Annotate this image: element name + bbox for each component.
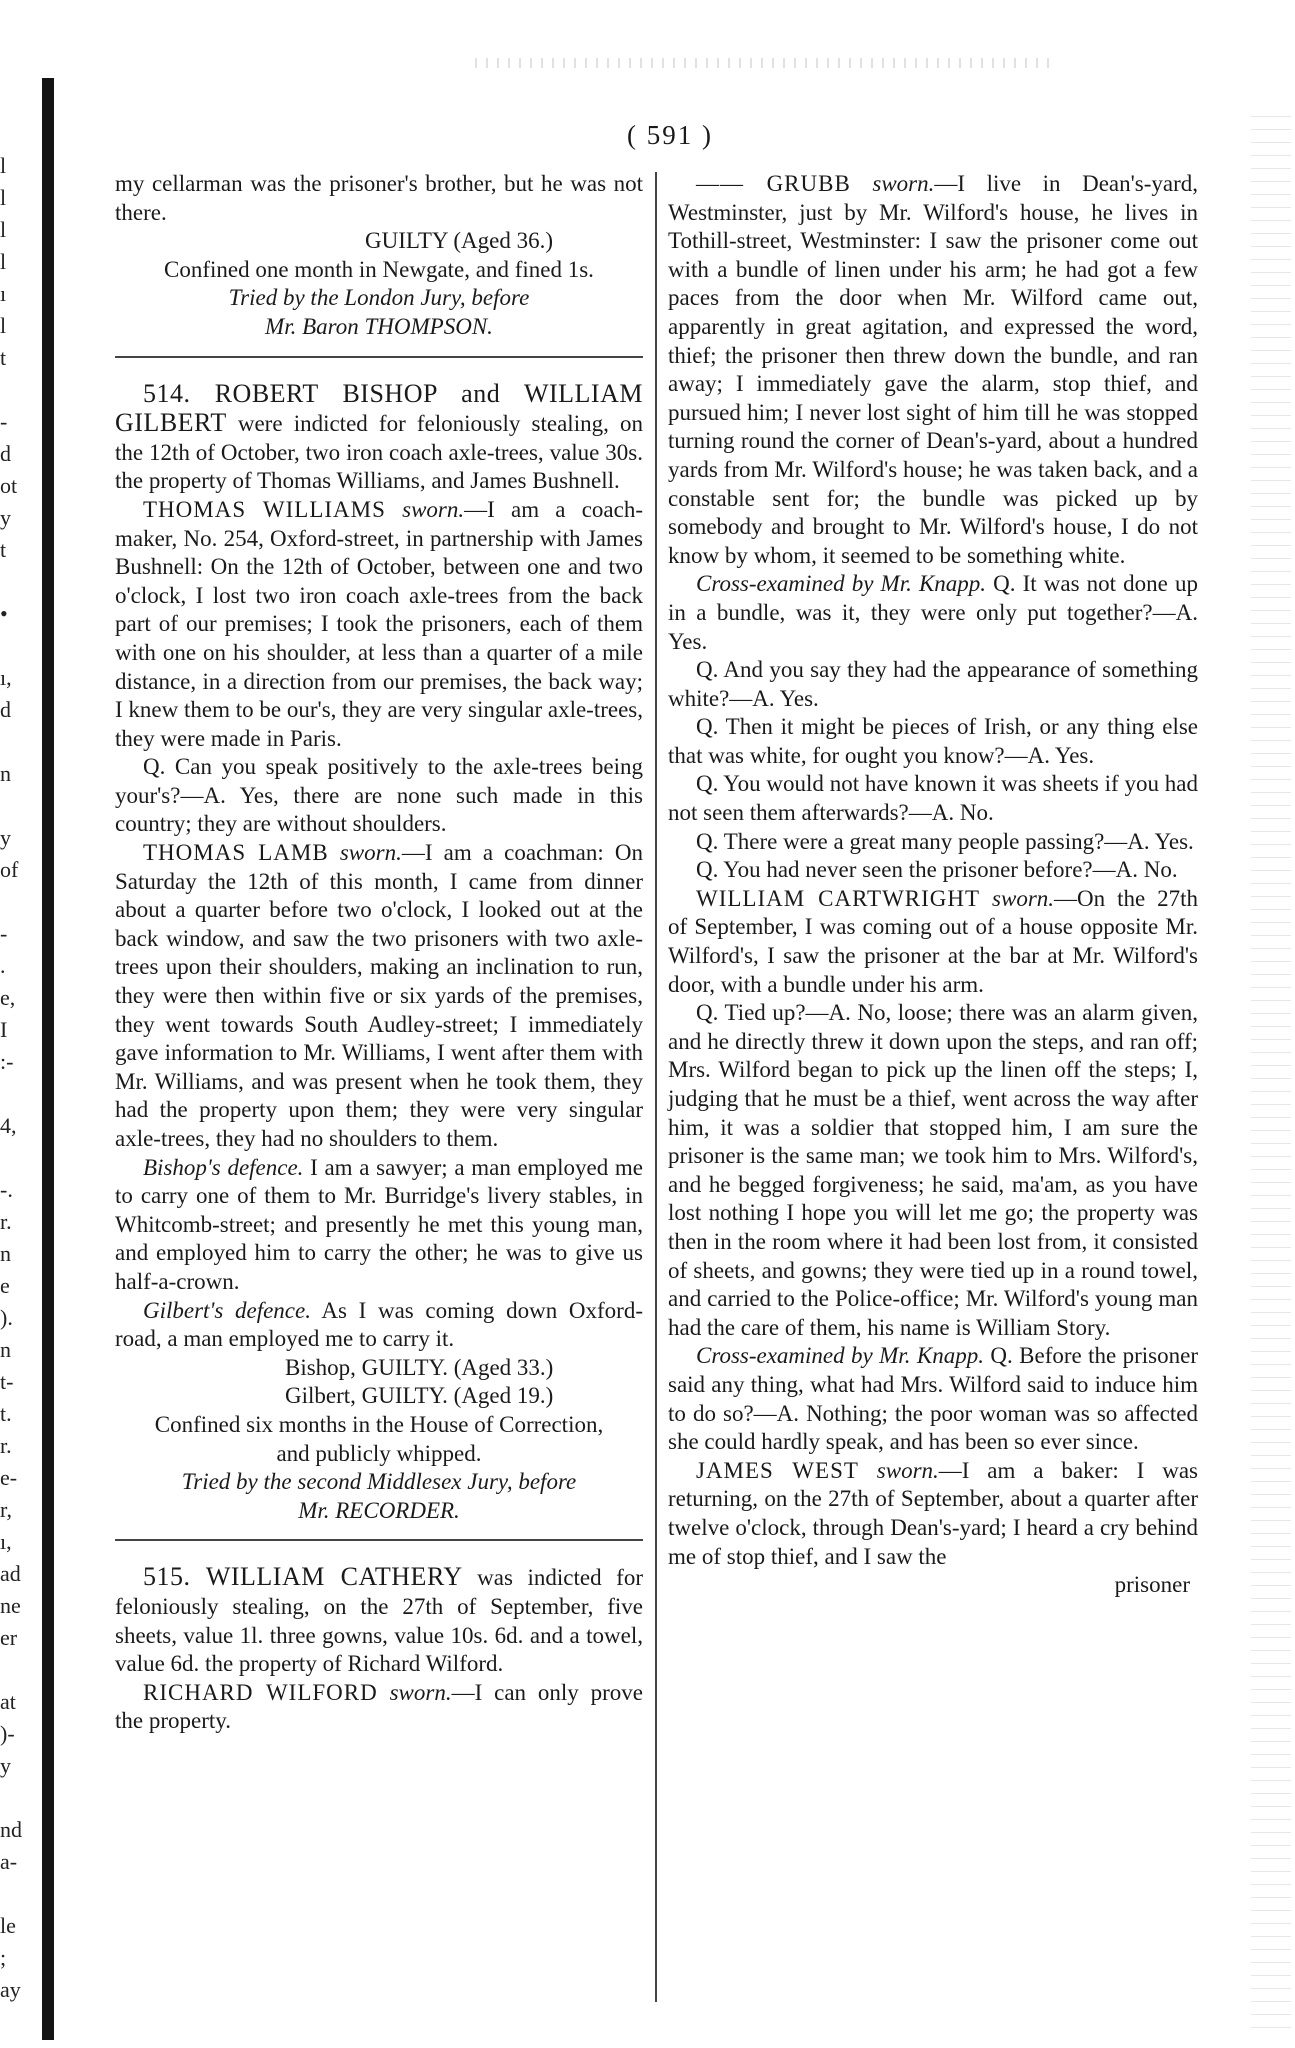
bleed-fragment: )- xyxy=(0,1721,15,1746)
trial-jury-line: Tried by the second Middlesex Jury, before xyxy=(181,1469,577,1495)
cross-label: Cross-examined by Mr. Knapp. xyxy=(696,1343,984,1369)
testimony-text: —I can only prove the property. xyxy=(115,1679,643,1734)
witness-name: WILLIAM CARTWRIGHT xyxy=(696,885,981,911)
testimony-text: —I am a coachman: On Saturday the 12th of this month, I came from dinner about a quarter before two o'clock, I looked out at the back window, and saw the two prisoners with two axle-trees upon their shoulders, making an inclination to run, they were then within five or six yards of the premises, they went towards South Audley-street; I immediately gave information to Mr. Williams, I went after them with Mr. Williams, and was present when he took them, they had the property upon them; they were very singular axle-trees, they had no shoulders to them. xyxy=(115,840,643,1151)
bleed-fragment xyxy=(0,1078,22,1110)
bleed-fragment: r. xyxy=(0,1433,12,1458)
bleed-fragment: y xyxy=(0,505,11,530)
bleed-fragment: l xyxy=(0,185,7,210)
verdict-line: Gilbert, GUILTY. (Aged 19.) xyxy=(285,1383,554,1409)
testimony-grubb xyxy=(668,170,1198,570)
cross-text: Q. Before the prisoner said any thing, what had Mrs. Wilford said to induce him to do so?—A. Nothing; the poor woman was so affected she could hardly speak, and has been so ever since. xyxy=(668,1343,1199,1455)
testimony-west xyxy=(668,1457,1198,1571)
bleed-fragment: l xyxy=(0,217,7,242)
testimony-cartwright xyxy=(668,885,1198,999)
defence-text: As I was coming down Oxford-road, a man employed me to carry it. xyxy=(115,1297,643,1352)
defence-bishop xyxy=(115,1154,643,1297)
bleed-fragment: e- xyxy=(0,1465,18,1490)
bleed-fragment: e xyxy=(0,1273,10,1298)
bleed-fragment xyxy=(0,630,22,662)
witness-name: RICHARD WILFORD xyxy=(143,1679,378,1705)
bleed-fragment: ot xyxy=(0,473,18,498)
bleed-fragment: r. xyxy=(0,1209,12,1234)
page-number: ( 591 ) xyxy=(627,120,713,150)
catchword: prisoner xyxy=(1114,1572,1190,1598)
sworn-label: sworn. xyxy=(876,1457,939,1483)
bleed-fragment xyxy=(0,374,22,406)
section-rule xyxy=(115,1539,643,1541)
trial-judge-line: Mr. RECORDER. xyxy=(298,1497,460,1523)
bleed-fragment xyxy=(0,1878,22,1910)
testimony-lamb xyxy=(115,839,643,1154)
verdict-line: GUILTY (Aged 36.) xyxy=(365,228,554,254)
left-column xyxy=(115,170,643,1736)
bleed-fragment: a- xyxy=(0,1849,18,1874)
bleed-fragment: n xyxy=(0,1337,11,1362)
testimony-williams xyxy=(115,496,643,753)
testimony-wilford xyxy=(115,1679,643,1736)
question-answer: Q. And you say they had the appearance of something white?—A. Yes. xyxy=(668,657,1198,711)
case-515-indictment: was indicted for feloniously stealing, on the 27th of September, five sheets, value 1l. three gowns, value 10s. 6d. and a towel, value 6d. the property of Richard Wilford. xyxy=(115,1565,643,1677)
bleed-fragment: :- xyxy=(0,1049,14,1074)
bleed-fragment xyxy=(0,1782,22,1814)
bleed-fragment: . xyxy=(0,953,6,978)
sworn-label: sworn. xyxy=(389,1679,452,1705)
witness-name: THOMAS WILLIAMS xyxy=(143,496,386,522)
sworn-label: sworn. xyxy=(992,885,1055,911)
bleed-fragment: y xyxy=(0,825,11,850)
bleed-fragment: ; xyxy=(0,1945,7,1970)
bleed-fragment: ad xyxy=(0,1561,21,1586)
testimony-text: —On the 27th of September, I was coming out of a house opposite Mr. Wilford's, I saw the prisoner at the bar at Mr. Wilford's door, with a bundle under his arm. xyxy=(668,885,1199,997)
question-answer: Q. Can you speak positively to the axle-trees being your's?—A. Yes, there are none such made in this country; they are without shoulders. xyxy=(115,754,643,837)
bleed-fragment: d xyxy=(0,697,11,722)
page-top-scan-noise xyxy=(470,58,1050,68)
bleed-fragment: l xyxy=(0,249,7,274)
bleed-fragment: ı, xyxy=(0,665,12,690)
bleed-fragment: t. xyxy=(0,1401,12,1426)
sworn-label: sworn. xyxy=(339,840,402,866)
question-answer: Q. You would not have known it was sheets if you had not seen them afterwards?—A. No. xyxy=(668,771,1198,826)
question-answer: Q. You had never seen the prisoner before?—A. No. xyxy=(696,857,1178,883)
trial-jury-line: Tried by the London Jury, before xyxy=(228,285,530,311)
defence-gilbert xyxy=(115,1297,643,1354)
bleed-fragment: l xyxy=(0,313,7,338)
bleed-fragment: 4, xyxy=(0,1113,17,1138)
sworn-label: sworn. xyxy=(402,496,465,522)
cross-text: Q. It was not done up in a bundle, was it, they were only put together?—A. Yes. xyxy=(668,571,1198,654)
bleed-fragment: er xyxy=(0,1625,18,1650)
bleed-fragment: n xyxy=(0,1241,11,1266)
bleed-fragment: of xyxy=(0,857,19,882)
defence-text: I am a sawyer; a man employed me to carry one of them to Mr. Burridge's livery stables, in Whitcomb-street; and presently he met this young man, and employed him to carry the other; he was to give us half-a-crown. xyxy=(115,1154,643,1294)
column-divider xyxy=(655,172,657,2002)
bleed-fragment: I xyxy=(0,1017,8,1042)
case-514-indictment: were indicted for feloniously stealing, on the 12th of October, two iron coach axle-trees, value 30s. the property of Thomas Williams, and James Bushnell. xyxy=(115,411,643,494)
bleed-fragment: t- xyxy=(0,1369,14,1394)
bleed-fragment xyxy=(0,886,22,918)
bleed-fragment: l xyxy=(0,153,7,178)
question-answer: Q. Tied up?—A. No, loose; there was an alarm given, and he directly threw it down upon the steps, and ran off; Mrs. Wilford began to pick up the linen off the steps; I, judging that he must be a thief, went across the way after him, it was a soldier that stopped him, I am sure the prisoner is the same man; we took him to Mrs. Wilford's, and he begged forgiveness; he said, ma'am, as you have lost nothing I hope you will let me go; the property was then in the room where it had been lost from, it consisted of sheets, and gowns; they were tied up in a round towel, and carried to the Police-office; Mr. Wilford's young man had the care of them, his name is William Story. xyxy=(668,1000,1198,1340)
bleed-fragment: ı xyxy=(0,281,7,306)
bleed-fragment: at xyxy=(0,1689,16,1714)
cross-examination xyxy=(668,570,1198,656)
testimony-text: —I am a baker: I was returning, on the 27th of September, about a quarter after twelve o'clock, through Dean's-yard; I heard a cry behind me of stop thief, and I saw the xyxy=(668,1457,1198,1569)
bleed-fragment: le xyxy=(0,1913,16,1938)
witness-name: JAMES WEST xyxy=(696,1457,859,1483)
bleed-fragment: ne xyxy=(0,1593,21,1618)
testimony-text: —I live in Dean's-yard, Westminster, just by Mr. Wilford's house, he lives in Tothill-street, Westminster: I saw the prisoner come out with a bundle of linen under his arm; he had got a few paces from the door when Mr. Wilford came out, apparently in great agitation, and expressed the word, thief; the prisoner then threw down the bundle, and ran away; I immediately gave the alarm, stop thief, and pursued him; I never lost sight of him till he was stopped turning round the corner of Dean's-yard, about a hundred yards from Mr. Wilford's house; he was taken back, and a constable sent for; the bundle was picked up by somebody and brought to Mr. Wilford's house, I do not know by whom, it seemed to be something white. xyxy=(668,171,1198,568)
section-rule xyxy=(115,356,643,358)
bleed-fragment: ı, xyxy=(0,1529,12,1554)
verdict-line: Bishop, GUILTY. (Aged 33.) xyxy=(285,1354,554,1380)
bleed-fragment: n xyxy=(0,761,11,786)
bleed-fragment: - xyxy=(0,409,8,434)
bleed-fragment xyxy=(0,566,22,598)
bleed-fragment: y xyxy=(0,1753,11,1778)
bleed-fragment: e, xyxy=(0,985,16,1010)
sentence-line: Confined one month in Newgate, and fined 1s. xyxy=(164,256,594,282)
page-edge-scan-noise xyxy=(1251,110,1291,2040)
sworn-label: sworn. xyxy=(872,171,935,196)
bleed-fragment: -. xyxy=(0,1177,13,1202)
continued-paragraph: my cellarman was the prisoner's brother, but he was not there. xyxy=(115,171,643,225)
facing-page-bleed-through xyxy=(0,150,22,2006)
case-515-heading xyxy=(115,1563,643,1678)
bleed-fragment: r, xyxy=(0,1497,12,1522)
question-answer: Q. There were a great many people passing?—A. Yes. xyxy=(696,828,1194,854)
bleed-fragment: nd xyxy=(0,1817,22,1842)
witness-name: —— GRUBB xyxy=(696,171,851,196)
bleed-fragment: t xyxy=(0,345,7,370)
sentence-line: and publicly whipped. xyxy=(276,1440,482,1466)
bleed-fragment xyxy=(0,790,22,822)
case-515-title: 515. WILLIAM CATHERY xyxy=(143,1562,463,1592)
case-514-title: 514. ROBERT BISHOP and WILLIAM GILBERT xyxy=(115,378,643,438)
bleed-fragment: ay xyxy=(0,1977,21,2002)
question-answer: Q. Then it might be pieces of Irish, or any thing else that was white, for ought you know?—A. Yes. xyxy=(668,714,1198,768)
trial-judge-line: Mr. Baron THOMPSON. xyxy=(265,313,493,339)
right-column xyxy=(668,170,1198,1600)
bleed-fragment: d xyxy=(0,441,11,466)
bleed-fragment: - xyxy=(0,921,8,946)
cross-label: Cross-examined by Mr. Knapp. xyxy=(696,571,987,597)
case-514-heading xyxy=(115,380,643,496)
testimony-text: —I am a coach-maker, No. 254, Oxford-street, in partnership with James Bushnell: On the 12th of October, between one and two o'clock, I lost two iron coach axle-trees from the back part of our premises; I took the prisoners, each of them with one on his shoulder, at less than a quarter of a mile distance, in a direction from our premises, the back way; I knew them to be our's, they are very singular axle-trees, they were made in Paris. xyxy=(115,496,644,751)
bleed-fragment: • xyxy=(0,601,8,626)
defence-label: Gilbert's defence. xyxy=(143,1297,311,1323)
bleed-fragment: ). xyxy=(0,1305,13,1330)
bleed-fragment xyxy=(0,1142,22,1174)
bleed-fragment xyxy=(0,726,22,758)
cross-examination xyxy=(668,1342,1198,1456)
witness-name: THOMAS LAMB xyxy=(143,840,329,866)
bleed-fragment: t xyxy=(0,537,7,562)
sentence-line: Confined six months in the House of Correction, xyxy=(154,1411,604,1437)
defence-label: Bishop's defence. xyxy=(143,1154,304,1180)
binding-gutter-shadow xyxy=(42,78,54,2040)
bleed-fragment xyxy=(0,1654,22,1686)
